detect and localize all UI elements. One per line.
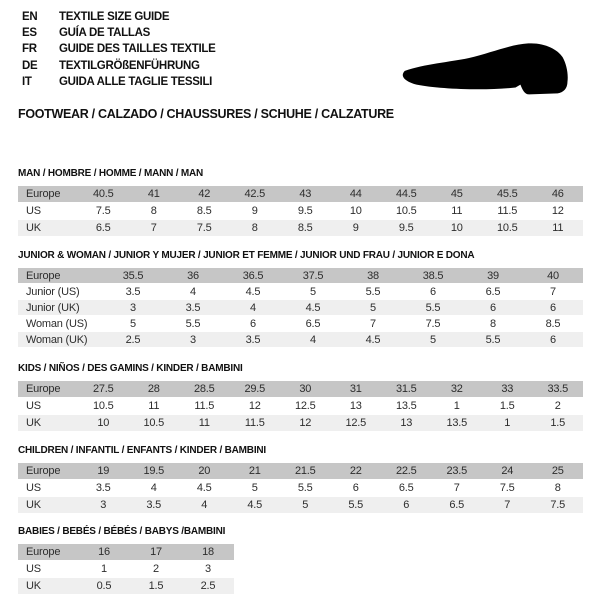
size-cell: 6: [381, 497, 432, 514]
size-cell: 4.5: [179, 480, 230, 497]
size-cell: 7.5: [78, 203, 129, 220]
size-cell: 5.5: [280, 480, 331, 497]
size-cell: 16: [78, 544, 130, 561]
size-cell: 6.5: [463, 284, 523, 300]
size-cell: 20: [179, 463, 230, 480]
size-cell: 23.5: [432, 463, 483, 480]
table-row: [18, 544, 234, 561]
size-cell: 2: [533, 398, 584, 415]
size-cell: 30: [280, 381, 331, 398]
language-row: [22, 41, 216, 57]
size-cell: 7: [482, 497, 533, 514]
size-cell: 7: [523, 284, 583, 300]
language-code: EN: [22, 11, 38, 23]
size-cell: 2.5: [182, 578, 234, 595]
size-cell: 5.5: [163, 316, 223, 332]
language-row: [22, 9, 216, 25]
size-cell: 3.5: [223, 332, 283, 348]
size-cell: 8.5: [179, 203, 230, 220]
size-cell: 35.5: [103, 268, 163, 284]
size-cell: 5: [280, 497, 331, 514]
size-cell: 32: [432, 381, 483, 398]
size-cell: 5: [230, 480, 281, 497]
row-label: Europe: [18, 463, 78, 480]
size-section: [18, 526, 590, 595]
size-cell: 8: [230, 220, 281, 237]
size-section-title: BABIES / BEBÉS / BÉBÉS / BABYS /BAMBINI: [18, 526, 226, 537]
size-cell: 3.5: [78, 480, 129, 497]
size-cell: 12.5: [280, 398, 331, 415]
size-cell: 28.5: [179, 381, 230, 398]
size-section-title: CHILDREN / INFANTIL / ENFANTS / KINDER / BAMBINI: [18, 445, 266, 456]
size-cell: 4: [283, 332, 343, 348]
size-cell: 10.5: [482, 220, 533, 237]
row-label: Woman (UK): [18, 332, 103, 348]
size-table: [18, 268, 583, 348]
size-cell: 3: [103, 300, 163, 316]
size-cell: 39: [463, 268, 523, 284]
size-cell: 13.5: [432, 415, 483, 432]
size-cell: 9.5: [381, 220, 432, 237]
size-cell: 9: [230, 203, 281, 220]
language-row: [22, 74, 216, 90]
size-cell: 5.5: [463, 332, 523, 348]
size-cell: 10.5: [78, 398, 129, 415]
table-row: [18, 398, 583, 415]
size-table: [18, 544, 234, 595]
table-row: [18, 480, 583, 497]
size-cell: 4.5: [283, 300, 343, 316]
size-cell: 3.5: [103, 284, 163, 300]
size-cell: 21: [230, 463, 281, 480]
size-cell: 1.5: [533, 415, 584, 432]
size-cell: 40: [523, 268, 583, 284]
size-cell: 10.5: [129, 415, 180, 432]
size-cell: 5.5: [343, 284, 403, 300]
table-row: [18, 332, 583, 348]
size-cell: 1: [78, 561, 130, 578]
size-cell: 7: [343, 316, 403, 332]
row-label: Junior (US): [18, 284, 103, 300]
size-cell: 6: [463, 300, 523, 316]
row-label: Europe: [18, 268, 103, 284]
language-text: TEXTILGRÖßENFÜHRUNG: [59, 59, 200, 72]
size-cell: 8: [129, 203, 180, 220]
size-cell: 3: [182, 561, 234, 578]
size-cell: 6.5: [432, 497, 483, 514]
size-cell: 31: [331, 381, 382, 398]
row-label: UK: [18, 578, 78, 595]
table-row: [18, 220, 583, 237]
table-row: [18, 561, 234, 578]
size-cell: 3.5: [129, 497, 180, 514]
size-cell: 8: [533, 480, 584, 497]
size-cell: 41: [129, 186, 180, 203]
size-cell: 4: [179, 497, 230, 514]
size-cell: 4.5: [230, 497, 281, 514]
size-cell: 6: [523, 332, 583, 348]
size-section-title: KIDS / NIÑOS / DES GAMINS / KINDER / BAMBINI: [18, 363, 243, 374]
row-label: US: [18, 398, 78, 415]
size-cell: 37.5: [283, 268, 343, 284]
size-cell: 8.5: [280, 220, 331, 237]
size-section-title: MAN / HOMBRE / HOMME / MANN / MAN: [18, 168, 204, 179]
size-cell: 27.5: [78, 381, 129, 398]
size-cell: 1.5: [130, 578, 182, 595]
row-label: US: [18, 203, 78, 220]
row-label: Europe: [18, 381, 78, 398]
language-row: [22, 25, 216, 41]
size-table: [18, 463, 583, 514]
size-section: [18, 250, 590, 348]
size-cell: 7.5: [403, 316, 463, 332]
size-cell: 5.5: [331, 497, 382, 514]
size-cell: 5.5: [403, 300, 463, 316]
size-cell: 1: [482, 415, 533, 432]
size-cell: 38.5: [403, 268, 463, 284]
language-code: IT: [22, 75, 32, 88]
table-row: [18, 203, 583, 220]
size-cell: 13: [381, 415, 432, 432]
size-cell: 3: [78, 497, 129, 514]
size-cell: 21.5: [280, 463, 331, 480]
size-cell: 12: [533, 203, 584, 220]
size-cell: 12: [280, 415, 331, 432]
size-cell: 6: [223, 316, 283, 332]
language-code: FR: [22, 43, 37, 56]
size-cell: 33: [482, 381, 533, 398]
size-cell: 7: [432, 480, 483, 497]
size-cell: 4: [163, 284, 223, 300]
size-cell: 24: [482, 463, 533, 480]
table-row: [18, 497, 583, 514]
size-cell: 10: [432, 220, 483, 237]
size-cell: 12.5: [331, 415, 382, 432]
size-cell: 19: [78, 463, 129, 480]
size-cell: 3: [163, 332, 223, 348]
size-section: [18, 445, 590, 514]
size-cell: 11: [129, 398, 180, 415]
language-text: TEXTILE SIZE GUIDE: [59, 11, 170, 23]
size-cell: 5: [343, 300, 403, 316]
row-label: Woman (US): [18, 316, 103, 332]
language-text: GUÍA DE TALLAS: [59, 27, 150, 40]
table-row: [18, 381, 583, 398]
language-text: GUIDE DES TAILLES TEXTILE: [59, 43, 216, 56]
size-cell: 33.5: [533, 381, 584, 398]
size-cell: 44.5: [381, 186, 432, 203]
size-cell: 11: [533, 220, 584, 237]
size-cell: 7: [129, 220, 180, 237]
size-cell: 40.5: [78, 186, 129, 203]
size-cell: 6: [523, 300, 583, 316]
size-cell: 9.5: [280, 203, 331, 220]
row-label: US: [18, 561, 78, 578]
size-cell: 4: [223, 300, 283, 316]
size-cell: 1.5: [482, 398, 533, 415]
table-row: [18, 463, 583, 480]
language-code: ES: [22, 27, 37, 40]
size-cell: 10: [78, 415, 129, 432]
size-cell: 6.5: [381, 480, 432, 497]
row-label: UK: [18, 415, 78, 432]
size-cell: 4: [129, 480, 180, 497]
row-label: UK: [18, 497, 78, 514]
size-cell: 29.5: [230, 381, 281, 398]
size-section: [18, 168, 590, 237]
row-label: US: [18, 480, 78, 497]
size-cell: 5: [403, 332, 463, 348]
size-section-title: JUNIOR & WOMAN / JUNIOR Y MUJER / JUNIOR ET FEMME / JUNIOR UND FRAU / JUNIOR E DONA: [18, 250, 475, 261]
size-cell: 42.5: [230, 186, 281, 203]
size-cell: 11: [432, 203, 483, 220]
language-list: [22, 9, 216, 90]
size-cell: 36.5: [223, 268, 283, 284]
size-cell: 8: [463, 316, 523, 332]
size-cell: 7.5: [533, 497, 584, 514]
table-row: [18, 186, 583, 203]
size-cell: 11: [179, 415, 230, 432]
size-cell: 7.5: [179, 220, 230, 237]
row-label: Europe: [18, 186, 78, 203]
size-cell: 13.5: [381, 398, 432, 415]
table-row: [18, 268, 583, 284]
table-row: [18, 284, 583, 300]
language-row: [22, 58, 216, 74]
size-cell: 22.5: [381, 463, 432, 480]
size-cell: 3.5: [163, 300, 223, 316]
size-cell: 17: [130, 544, 182, 561]
language-text: GUIDA ALLE TAGLIE TESSILI: [59, 75, 213, 88]
size-cell: 28: [129, 381, 180, 398]
row-label: UK: [18, 220, 78, 237]
size-table: [18, 186, 583, 237]
size-cell: 5: [103, 316, 163, 332]
size-cell: 11.5: [482, 203, 533, 220]
size-cell: 2.5: [103, 332, 163, 348]
size-cell: 6: [331, 480, 382, 497]
table-row: [18, 578, 234, 595]
size-cell: 18: [182, 544, 234, 561]
size-cell: 31.5: [381, 381, 432, 398]
size-cell: 13: [331, 398, 382, 415]
size-cell: 8.5: [523, 316, 583, 332]
size-cell: 42: [179, 186, 230, 203]
size-cell: 45.5: [482, 186, 533, 203]
size-cell: 4.5: [343, 332, 403, 348]
category-title: FOOTWEAR / CALZADO / CHAUSSURES / SCHUHE / CALZATURE: [18, 107, 394, 121]
size-cell: 0.5: [78, 578, 130, 595]
size-cell: 4.5: [223, 284, 283, 300]
size-table: [18, 381, 583, 432]
size-cell: 43: [280, 186, 331, 203]
table-row: [18, 300, 583, 316]
size-cell: 22: [331, 463, 382, 480]
size-section: [18, 363, 590, 432]
table-row: [18, 415, 583, 432]
size-cell: 1: [432, 398, 483, 415]
size-cell: 38: [343, 268, 403, 284]
size-cell: 36: [163, 268, 223, 284]
size-cell: 11.5: [230, 415, 281, 432]
size-cell: 45: [432, 186, 483, 203]
size-cell: 44: [331, 186, 382, 203]
shoe-icon: [395, 28, 591, 100]
size-cell: 12: [230, 398, 281, 415]
language-code: DE: [22, 59, 38, 72]
size-cell: 10: [331, 203, 382, 220]
size-cell: 10.5: [381, 203, 432, 220]
size-cell: 25: [533, 463, 584, 480]
size-cell: 2: [130, 561, 182, 578]
size-cell: 5: [283, 284, 343, 300]
row-label: Junior (UK): [18, 300, 103, 316]
size-cell: 9: [331, 220, 382, 237]
size-cell: 19.5: [129, 463, 180, 480]
size-cell: 11.5: [179, 398, 230, 415]
size-cell: 7.5: [482, 480, 533, 497]
size-cell: 6.5: [78, 220, 129, 237]
row-label: Europe: [18, 544, 78, 561]
size-cell: 6: [403, 284, 463, 300]
size-cell: 6.5: [283, 316, 343, 332]
size-cell: 46: [533, 186, 584, 203]
table-row: [18, 316, 583, 332]
